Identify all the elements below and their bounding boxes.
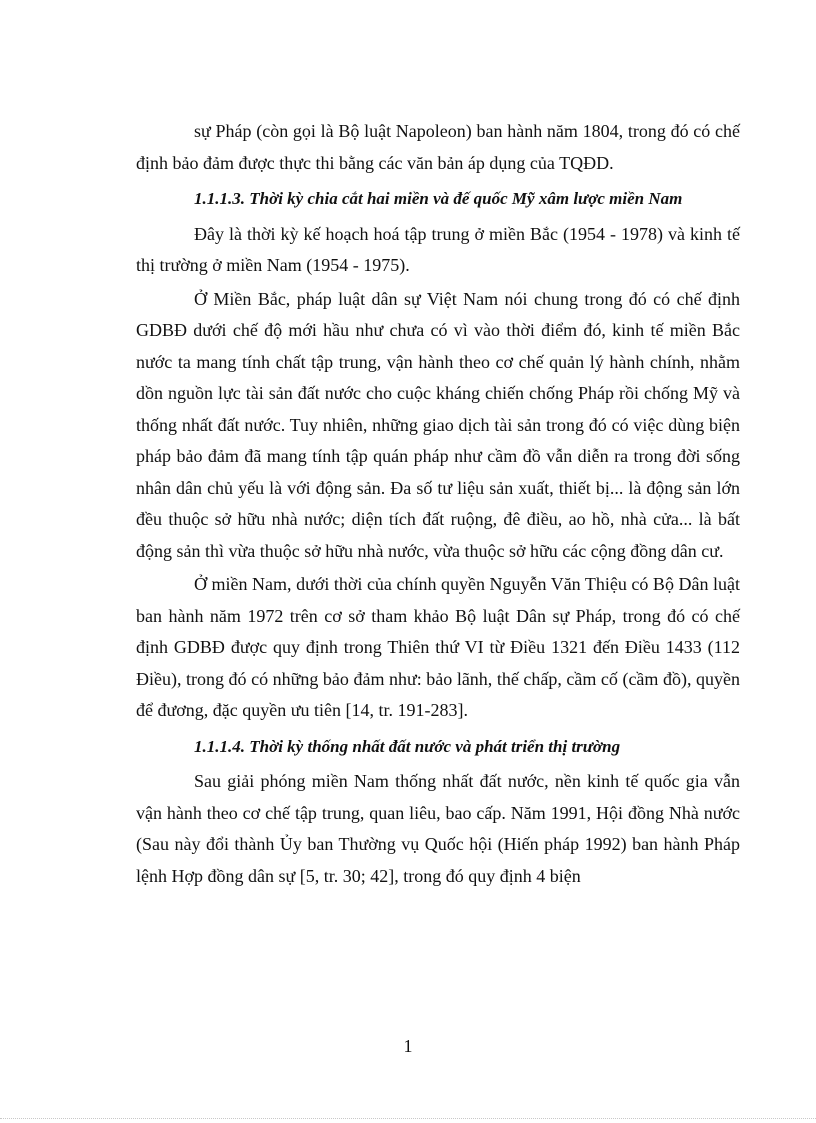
paragraph: Ở Miền Bắc, pháp luật dân sự Việt Nam nói chung trong đó có chế định GDBĐ dưới chế độ mới hầu như chưa có vì vào thời điểm đó, kinh tế miền Bắc nước ta mang tính chất tập trung, vận hành theo cơ chế quản lý hành chính, nhằm dồn nguồn lực tài sản đất nước cho cuộc kháng chiến chống Pháp rồi chống Mỹ và thống nhất đất nước. Tuy nhiên, những giao dịch tài sản trong đó có việc dùng biện pháp bảo đảm đã mang tính tập quán pháp như cầm đồ vẫn diễn ra trong đời sống nhân dân chủ yếu là với động sản. Đa số tư liệu sản xuất, thiết bị... là động sản lớn đều thuộc sở hữu nhà nước; diện tích đất ruộng, đê điều, ao hồ, nhà cửa... là bất động sản thì vừa thuộc sở hữu nhà nước, vừa thuộc sở hữu các cộng đồng dân cư. (136, 288, 740, 561)
page-number: 1 (403, 1036, 413, 1056)
section-heading-1113: 1.1.1.3. Thời kỳ chia cắt hai miền và đế quốc Mỹ xâm lược miền Nam (194, 189, 683, 208)
paragraph: Đây là thời kỳ kế hoạch hoá tập trung ở miền Bắc (1954 - 1978) và kinh tế thị trường ở miền Nam (1954 - 1975). (136, 223, 740, 275)
paragraph-continuation: sự Pháp (còn gọi là Bộ luật Napoleon) ban hành năm 1804, trong đó có chế định bảo đảm được thực thi bằng các văn bản áp dụng của TQĐD. (136, 121, 740, 173)
page-body (136, 116, 740, 892)
paragraph: Sau giải phóng miền Nam thống nhất đất nước, nền kinh tế quốc gia vẫn vận hành theo cơ chế tập trung, quan liêu, bao cấp. Năm 1991, Hội đồng Nhà nước (Sau này đổi thành Ủy ban Thường vụ Quốc hội (Hiến pháp 1992) ban hành Pháp lệnh Hợp đồng dân sự [5, tr. 30; 42], trong đó quy định 4 biện (136, 771, 740, 886)
paragraph: Ở miền Nam, dưới thời của chính quyền Nguyễn Văn Thiệu có Bộ Dân luật ban hành năm 1972 trên cơ sở tham khảo Bộ luật Dân sự Pháp, trong đó có chế định GDBĐ được quy định trong Thiên thứ VI từ Điều 1321 đến Điều 1433 (112 Điều), trong đó có những bảo đảm như: bảo lãnh, thế chấp, cầm cố (cầm đồ), quyền để đương, đặc quyền ưu tiên [14, tr. 191-283]. (136, 574, 740, 720)
page-edge-divider (0, 1118, 816, 1119)
section-heading-1114: 1.1.1.4. Thời kỳ thống nhất đất nước và phát triển thị trường (194, 736, 621, 756)
